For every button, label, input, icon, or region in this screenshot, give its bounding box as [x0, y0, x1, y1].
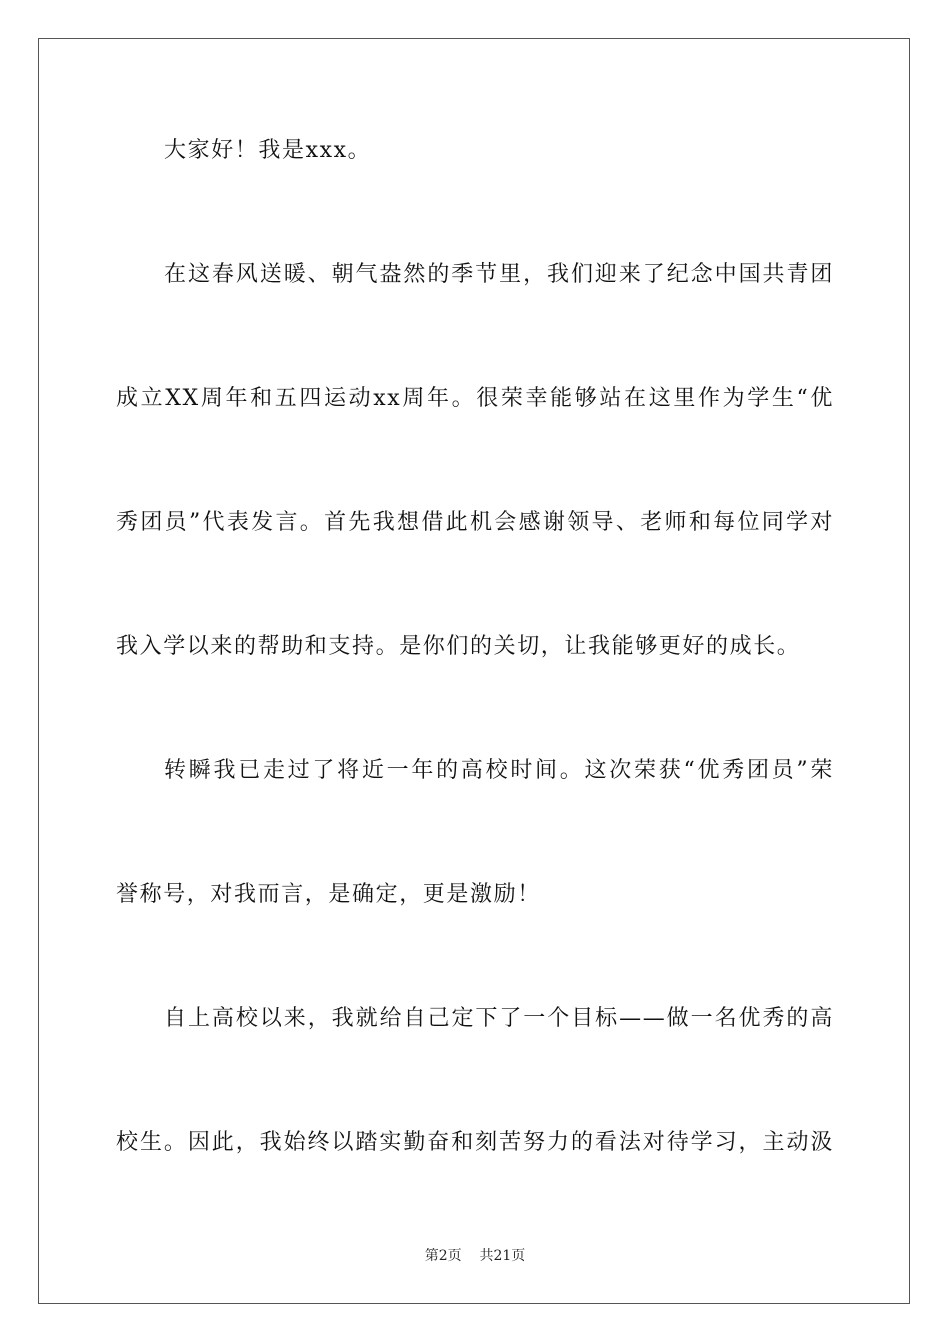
page-border	[38, 38, 910, 1304]
paragraph-line: 秀团员”代表发言。首先我想借此机会感谢领导、老师和每位同学对	[116, 510, 834, 535]
paragraph-line: 我入学以来的帮助和支持。是你们的关切，让我能够更好的成长。	[116, 634, 801, 659]
page-total: 共21页	[479, 1248, 526, 1264]
paragraph-line: 誉称号，对我而言，是确定，更是激励！	[116, 882, 541, 907]
paragraph-line: 校生。因此，我始终以踏实勤奋和刻苦努力的看法对待学习，主动汲	[116, 1130, 834, 1155]
paragraph-line: 成立XX周年和五四运动xx周年。很荣幸能够站在这里作为学生“优	[116, 386, 834, 411]
paragraph-line: 大家好！我是xxx。	[164, 138, 372, 163]
paragraph-line: 自上高校以来，我就给自己定下了一个目标——做一名优秀的高	[164, 1006, 834, 1031]
paragraph-line: 转瞬我已走过了将近一年的高校时间。这次荣获“优秀团员”荣	[164, 758, 834, 783]
page-footer	[0, 1247, 950, 1265]
page-number: 第2页	[424, 1248, 462, 1264]
paragraph-line: 在这春风送暖、朝气盎然的季节里，我们迎来了纪念中国共青团	[164, 262, 834, 287]
